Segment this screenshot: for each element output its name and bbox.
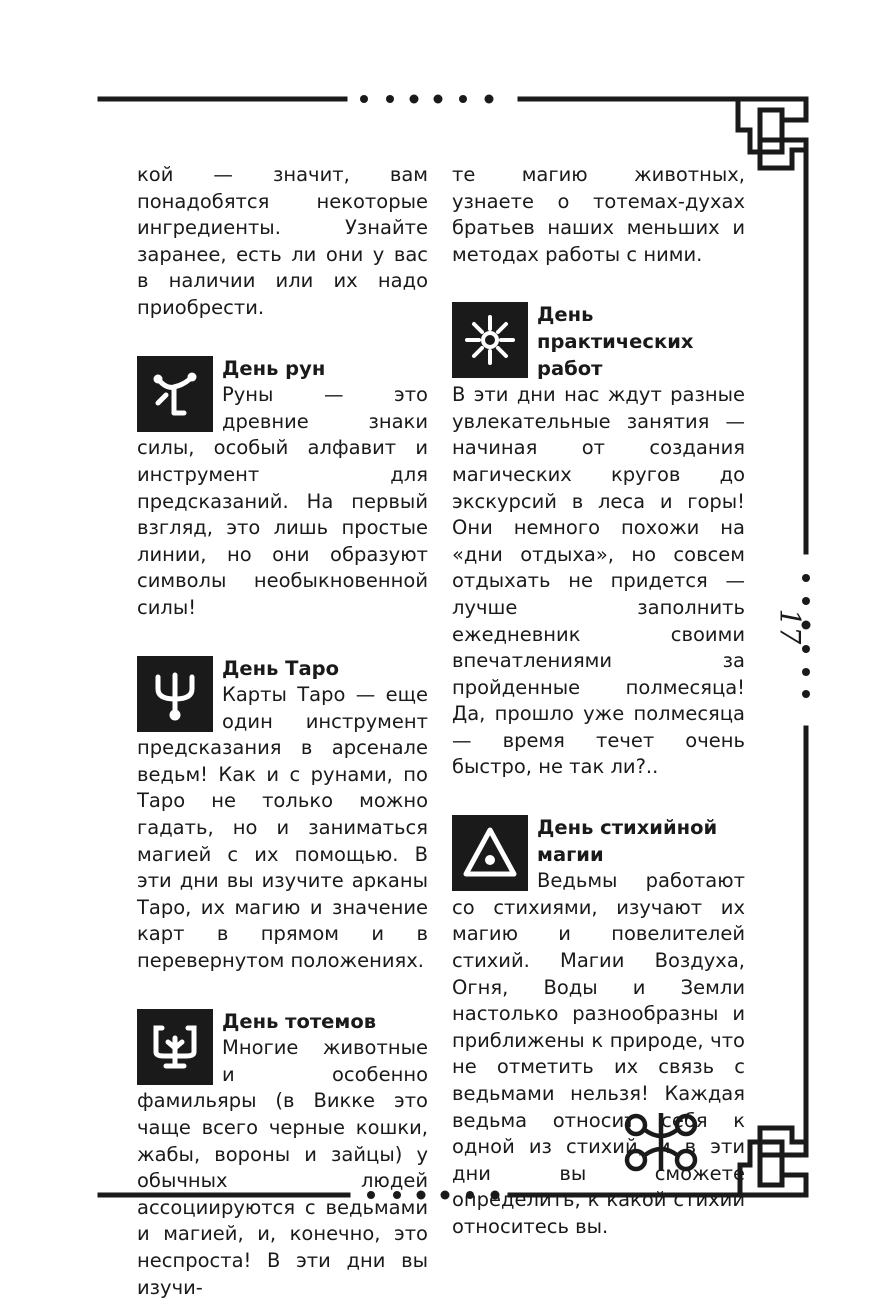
- triangle-eye-icon: [452, 815, 528, 891]
- section-title: День Таро: [222, 656, 339, 680]
- section-practice: [452, 302, 745, 781]
- section-text: Ведьмы работают со стихиями, изучают их магию и повелителей стихий. Магии Воздуха, Огня, Воды и Земли настолько разнообразны и приближены к природе, что не отметить их связь с ведьмами нельзя! Каждая ведьма относит себя к одной из стихий, и в эти дни вы сможете определить, к какой стихии относитесь вы.: [452, 869, 745, 1238]
- star-icon: [452, 302, 528, 378]
- section-title: День практических работ: [537, 303, 694, 380]
- section-title: День стихийной магии: [537, 816, 718, 866]
- section-tarot: [137, 656, 428, 975]
- rune-icon: [137, 356, 213, 432]
- section-text: Многие животные и особенно фамильяры (в Викке это чаще всего черные кошки, жабы, вороны и зайцы) у обычных людей ассоциируются с ведьмами и магией, и, конечно, это неспроста! В эти дни вы изучи-: [137, 1036, 428, 1299]
- page-number: 17: [773, 608, 807, 645]
- section-title: День рун: [222, 356, 326, 380]
- section-totems: [137, 1009, 428, 1301]
- trident-icon: [137, 656, 213, 732]
- right-column: [452, 162, 745, 1241]
- left-intro: [137, 162, 428, 322]
- section-elements: [452, 815, 745, 1241]
- section-title: День тотемов: [222, 1009, 377, 1033]
- paragraph: те магию животных, узнаете о тотемах-духах братьев наших меньших и методах работы с ними.: [452, 163, 745, 266]
- totem-icon: [137, 1009, 213, 1085]
- section-text: Карты Таро — еще один инструмент предсказания в арсенале ведьм! Как и с рунами, по Таро не только можно гадать, но и заниматься магией с их помощью. В эти дни вы изучите арканы Таро, их магию и значение карт в прямом и в перевернутом положениях.: [137, 683, 428, 973]
- right-intro: [452, 162, 745, 268]
- paragraph: кой — значит, вам понадобятся некоторые ингредиенты. Узнайте заранее, есть ли они у вас в наличии или их надо приобрести.: [137, 163, 428, 319]
- section-text: Руны — это древние знаки силы, особый алфавит и инструмент для предсказаний. На первый взгляд, это лишь простые линии, но они образуют символы необыкновенной силы!: [137, 383, 428, 619]
- section-text: В эти дни нас ждут разные увлекательные занятия — начиная от создания магических кругов до экскурсий в леса и горы! Они немного похожи на «дни отдыха», но совсем отдыхать не придется — лучше заполнить ежедневник своими впечатлениями за пройденные полмесяца! Да, прошло уже полмесяца — время течет очень быстро, не так ли?..: [452, 383, 745, 779]
- section-runes: [137, 356, 428, 622]
- left-column: [137, 162, 428, 1301]
